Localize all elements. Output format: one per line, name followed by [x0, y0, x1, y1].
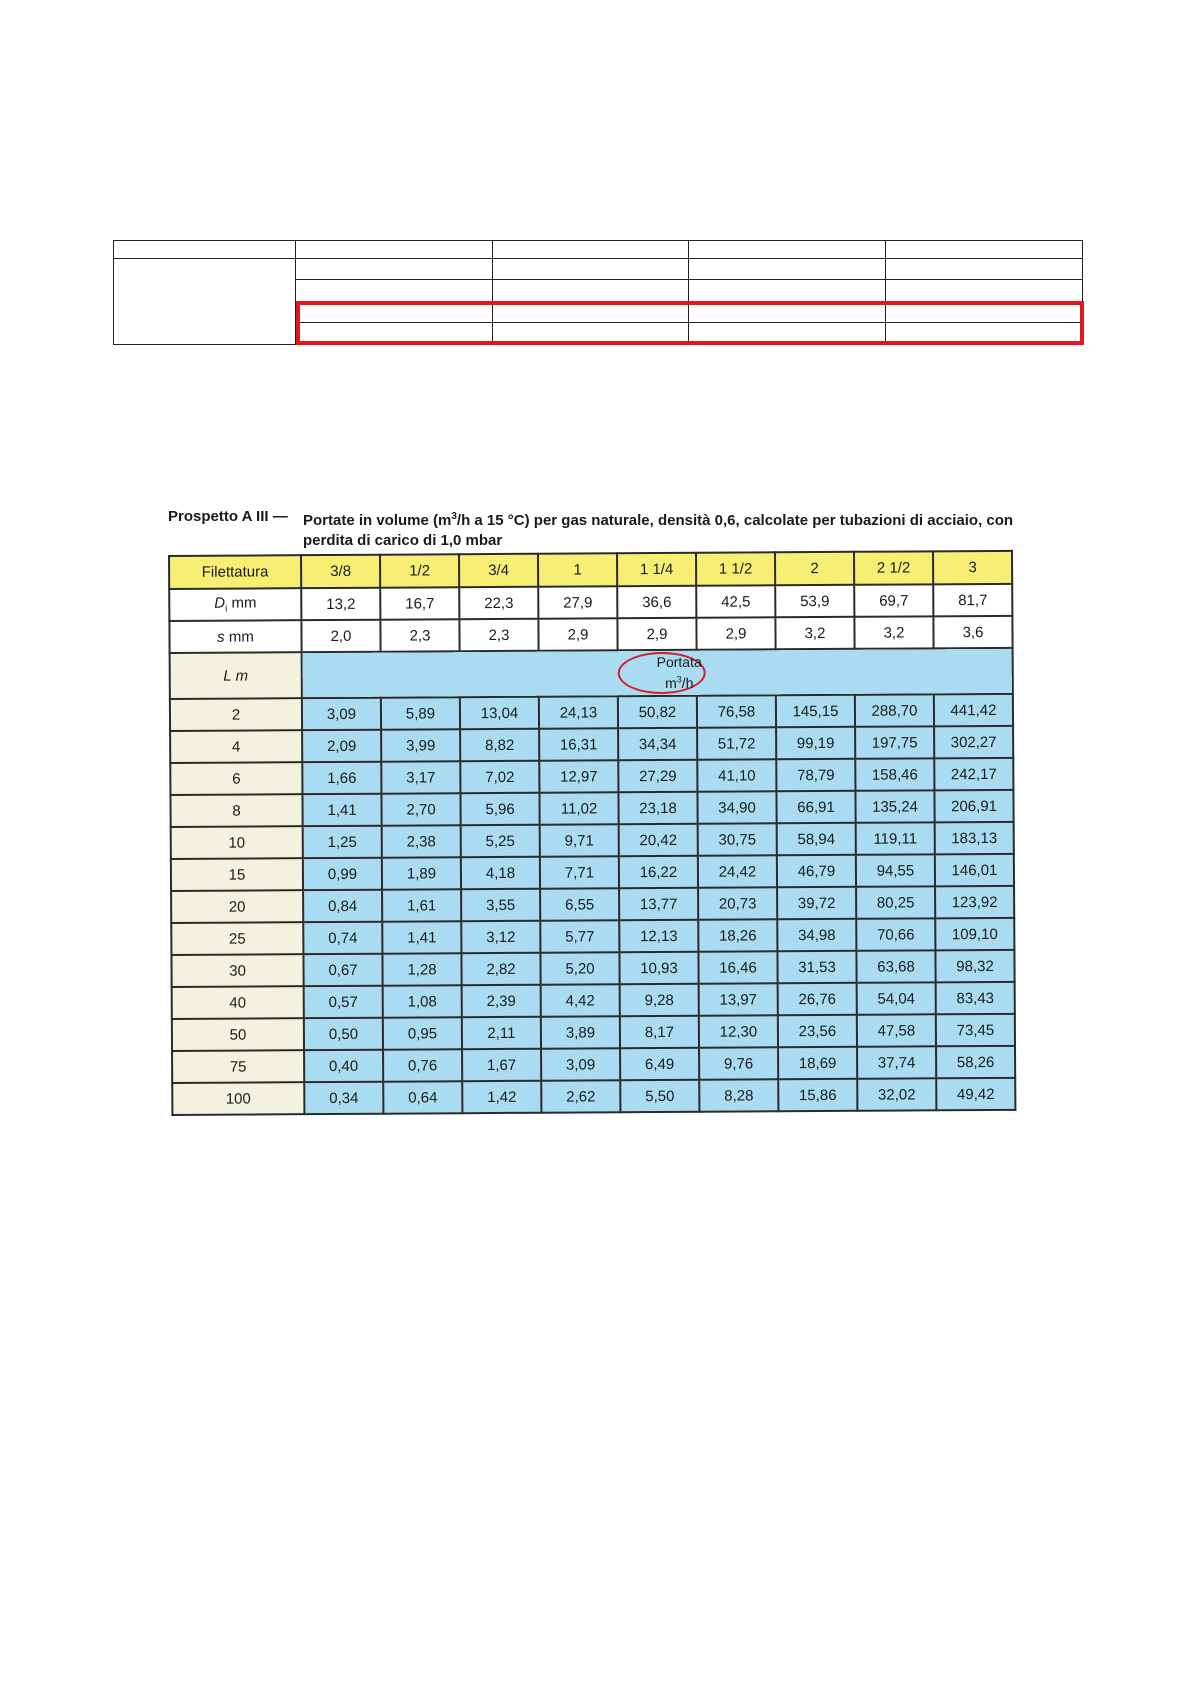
flow-cell: 0,84 [303, 890, 382, 922]
length-label: 30 [171, 954, 303, 987]
filettatura-cell: 3 [933, 551, 1012, 584]
flow-cell: 94,55 [856, 854, 935, 886]
flow-cell: 70,66 [856, 918, 935, 950]
flow-cell: 0,50 [304, 1018, 383, 1050]
flow-cell: 8,17 [620, 1016, 699, 1048]
flow-cell: 0,76 [383, 1049, 462, 1081]
flow-cell: 8,82 [460, 729, 539, 761]
flow-cell: 3,89 [541, 1016, 620, 1048]
flow-cell: 78,79 [776, 759, 855, 791]
filettatura-cell: 1/2 [380, 554, 459, 587]
di-cell: 69,7 [854, 584, 933, 616]
flow-cell: 2,70 [381, 793, 460, 825]
table-row [170, 758, 1013, 795]
flow-cell: 0,74 [303, 922, 382, 954]
flow-cell: 5,77 [540, 920, 619, 952]
flow-cell: 242,17 [934, 758, 1013, 790]
flow-cell: 2,39 [462, 985, 541, 1017]
di-row [169, 584, 1012, 621]
table-row [172, 982, 1015, 1019]
length-label: 6 [170, 762, 302, 795]
flow-cell: 31,53 [777, 951, 856, 983]
flow-cell: 13,97 [699, 983, 778, 1015]
length-label: 2 [170, 698, 302, 731]
flow-cell: 3,17 [381, 761, 460, 793]
flow-cell: 16,46 [698, 951, 777, 983]
length-label: 8 [170, 794, 302, 827]
s-cell: 2,3 [459, 619, 538, 651]
di-cell: 36,6 [617, 586, 696, 618]
highlight-box [296, 301, 1084, 345]
s-cell: 3,6 [933, 616, 1012, 648]
length-label: 100 [172, 1082, 304, 1115]
table-row [172, 1078, 1015, 1115]
flow-cell: 63,68 [856, 950, 935, 982]
filettatura-cell: 2 [775, 552, 854, 585]
flow-cell: 441,42 [934, 694, 1013, 726]
flow-cell: 6,49 [620, 1048, 699, 1080]
flow-cell: 12,97 [539, 760, 618, 792]
filettatura-cell: 3/4 [459, 554, 538, 587]
table-row [171, 822, 1014, 859]
di-cell: 53,9 [775, 585, 854, 617]
flow-cell: 1,08 [383, 985, 462, 1017]
flow-cell: 34,98 [777, 919, 856, 951]
flow-cell: 3,09 [541, 1048, 620, 1080]
di-label: $D_i$ mm [169, 588, 301, 621]
table-row [172, 1046, 1015, 1083]
flow-cell: 0,95 [383, 1017, 462, 1049]
table-row [171, 950, 1014, 987]
flow-cell: 16,22 [619, 856, 698, 888]
s-cell: 2,9 [617, 618, 696, 650]
flow-cell: 98,32 [935, 950, 1014, 982]
flow-cell: 23,56 [778, 1015, 857, 1047]
length-label: 10 [171, 826, 303, 859]
flow-cell: 3,55 [461, 889, 540, 921]
flow-cell: 145,15 [776, 695, 855, 727]
flow-cell: 30,75 [698, 823, 777, 855]
di-cell: 27,9 [538, 586, 617, 618]
flow-cell: 11,02 [539, 792, 618, 824]
s-row [169, 616, 1012, 653]
flow-cell: 13,04 [460, 697, 539, 729]
flow-cell: 0,34 [304, 1082, 383, 1114]
flow-cell: 7,02 [460, 761, 539, 793]
caption-text-2: /h a 15 °C) per gas naturale, densità 0,6, calcolate per tubazioni di acciaio, con perdita di carico di 1,0 mbar [303, 512, 1014, 549]
di-cell: 81,7 [933, 584, 1012, 616]
flow-cell: 123,92 [935, 886, 1014, 918]
table-row [171, 886, 1014, 923]
flow-cell: 0,99 [303, 858, 382, 890]
flow-cell: 9,71 [540, 824, 619, 856]
flow-cell: 1,66 [302, 762, 381, 794]
table-row [170, 726, 1013, 763]
flow-cell: 10,93 [619, 952, 698, 984]
flow-cell: 16,31 [539, 728, 618, 760]
portata-title: Portata [656, 653, 702, 671]
flow-cell: 109,10 [935, 918, 1014, 950]
filettatura-cell: 3/8 [301, 555, 380, 588]
s-cell: 3,2 [775, 617, 854, 649]
l-label: L m [170, 652, 302, 699]
flow-cell: 12,30 [699, 1015, 778, 1047]
flow-cell: 6,55 [540, 888, 619, 920]
filettatura-cell: 1 [538, 553, 617, 586]
flow-cell: 20,42 [619, 824, 698, 856]
flow-cell: 47,58 [857, 1014, 936, 1046]
length-label: 15 [171, 858, 303, 891]
flow-cell: 3,12 [461, 921, 540, 953]
flow-cell: 2,38 [382, 825, 461, 857]
table-row [171, 854, 1014, 891]
length-label: 75 [172, 1050, 304, 1083]
table-row [170, 790, 1013, 827]
table-row [170, 694, 1013, 731]
flow-cell: 58,94 [777, 823, 856, 855]
flow-cell: 119,11 [856, 822, 935, 854]
portate-table [168, 550, 1016, 1116]
flow-cell: 183,13 [935, 822, 1014, 854]
di-cell: 13,2 [301, 588, 380, 620]
flow-cell: 27,29 [618, 760, 697, 792]
table-row [171, 918, 1014, 955]
flow-cell: 12,13 [619, 920, 698, 952]
flow-cell: 24,42 [698, 855, 777, 887]
flow-cell: 26,76 [778, 983, 857, 1015]
flow-cell: 54,04 [857, 982, 936, 1014]
flow-cell: 1,67 [462, 1049, 541, 1081]
flow-cell: 5,96 [460, 793, 539, 825]
flow-cell: 9,28 [620, 984, 699, 1016]
length-label: 50 [172, 1018, 304, 1051]
flow-cell: 1,28 [382, 953, 461, 985]
flow-cell: 23,18 [618, 792, 697, 824]
flow-cell: 1,89 [382, 857, 461, 889]
flow-cell: 8,28 [699, 1079, 778, 1111]
s-cell: 2,0 [301, 620, 380, 652]
flow-cell: 197,75 [855, 726, 934, 758]
s-cell: 2,3 [380, 619, 459, 651]
flow-cell: 32,02 [857, 1078, 936, 1110]
flow-cell: 302,27 [934, 726, 1013, 758]
flow-cell: 0,40 [304, 1050, 383, 1082]
flow-cell: 80,25 [856, 886, 935, 918]
caption-text-1: Portate in volume (m [303, 512, 452, 529]
flow-cell: 4,42 [541, 984, 620, 1016]
flow-cell: 5,25 [461, 825, 540, 857]
flow-cell: 1,41 [302, 794, 381, 826]
flow-cell: 51,72 [697, 727, 776, 759]
table-row [172, 1014, 1015, 1051]
flow-cell: 0,64 [383, 1081, 462, 1113]
portata-row [170, 648, 1013, 699]
flow-cell: 18,26 [698, 919, 777, 951]
flow-cell: 2,82 [461, 953, 540, 985]
di-cell: 42,5 [696, 585, 775, 617]
flow-cell: 2,09 [302, 730, 381, 762]
s-cell: 3,2 [854, 616, 933, 648]
flow-cell: 34,90 [697, 791, 776, 823]
flow-cell: 49,42 [936, 1078, 1015, 1110]
length-label: 4 [170, 730, 302, 763]
flow-cell: 76,58 [697, 695, 776, 727]
filettatura-row [169, 551, 1012, 589]
flow-cell: 37,74 [857, 1046, 936, 1078]
flow-cell: 24,13 [539, 696, 618, 728]
flow-cell: 3,99 [381, 729, 460, 761]
flow-cell: 1,42 [462, 1081, 541, 1113]
flow-cell: 9,76 [699, 1047, 778, 1079]
flow-cell: 39,72 [777, 887, 856, 919]
filettatura-cell: 1 1/4 [617, 553, 696, 586]
flow-cell: 58,26 [936, 1046, 1015, 1078]
flow-cell: 50,82 [618, 696, 697, 728]
flow-cell: 5,50 [620, 1080, 699, 1112]
length-label: 20 [171, 890, 303, 923]
flow-cell: 46,79 [777, 855, 856, 887]
flow-cell: 1,25 [303, 826, 382, 858]
s-label: s mm [169, 620, 301, 653]
s-cell: 2,9 [538, 618, 617, 650]
flow-cell: 20,73 [698, 887, 777, 919]
flow-cell: 5,20 [540, 952, 619, 984]
flow-cell: 135,24 [855, 790, 934, 822]
flow-cell: 2,11 [462, 1017, 541, 1049]
flow-cell: 158,46 [855, 758, 934, 790]
flow-cell: 1,61 [382, 889, 461, 921]
di-cell: 16,7 [380, 587, 459, 619]
di-cell: 22,3 [459, 587, 538, 619]
caption-sup: 3 [451, 511, 457, 522]
flow-cell: 13,77 [619, 888, 698, 920]
flow-cell: 41,10 [697, 759, 776, 791]
flow-cell: 15,86 [778, 1079, 857, 1111]
flow-cell: 4,18 [461, 857, 540, 889]
flow-cell: 7,71 [540, 856, 619, 888]
flow-cell: 206,91 [934, 790, 1013, 822]
flow-cell: 66,91 [776, 791, 855, 823]
s-cell: 2,9 [696, 617, 775, 649]
length-label: 25 [171, 922, 303, 955]
prospetto-a-iii [168, 503, 1023, 1123]
flow-cell: 3,09 [302, 698, 381, 730]
filettatura-cell: 2 1/2 [854, 551, 933, 584]
flow-cell: 18,69 [778, 1047, 857, 1079]
flow-cell: 83,43 [936, 982, 1015, 1014]
flow-cell: 1,41 [382, 921, 461, 953]
filettatura-label: Filettatura [169, 555, 301, 589]
caption-lead: Prospetto A III — [168, 508, 288, 525]
flow-cell: 0,67 [303, 954, 382, 986]
flow-cell: 73,45 [936, 1014, 1015, 1046]
flow-cell: 288,70 [855, 694, 934, 726]
flow-cell: 146,01 [935, 854, 1014, 886]
flow-cell: 0,57 [304, 986, 383, 1018]
portata-unit: $m^3/h$ [665, 674, 694, 691]
flow-cell: 2,62 [541, 1080, 620, 1112]
flow-cell: 34,34 [618, 728, 697, 760]
flow-cell: 99,19 [776, 727, 855, 759]
length-label: 40 [172, 986, 304, 1019]
flow-cell: 5,89 [381, 697, 460, 729]
filettatura-cell: 1 1/2 [696, 552, 775, 585]
portata-header [302, 648, 1013, 698]
